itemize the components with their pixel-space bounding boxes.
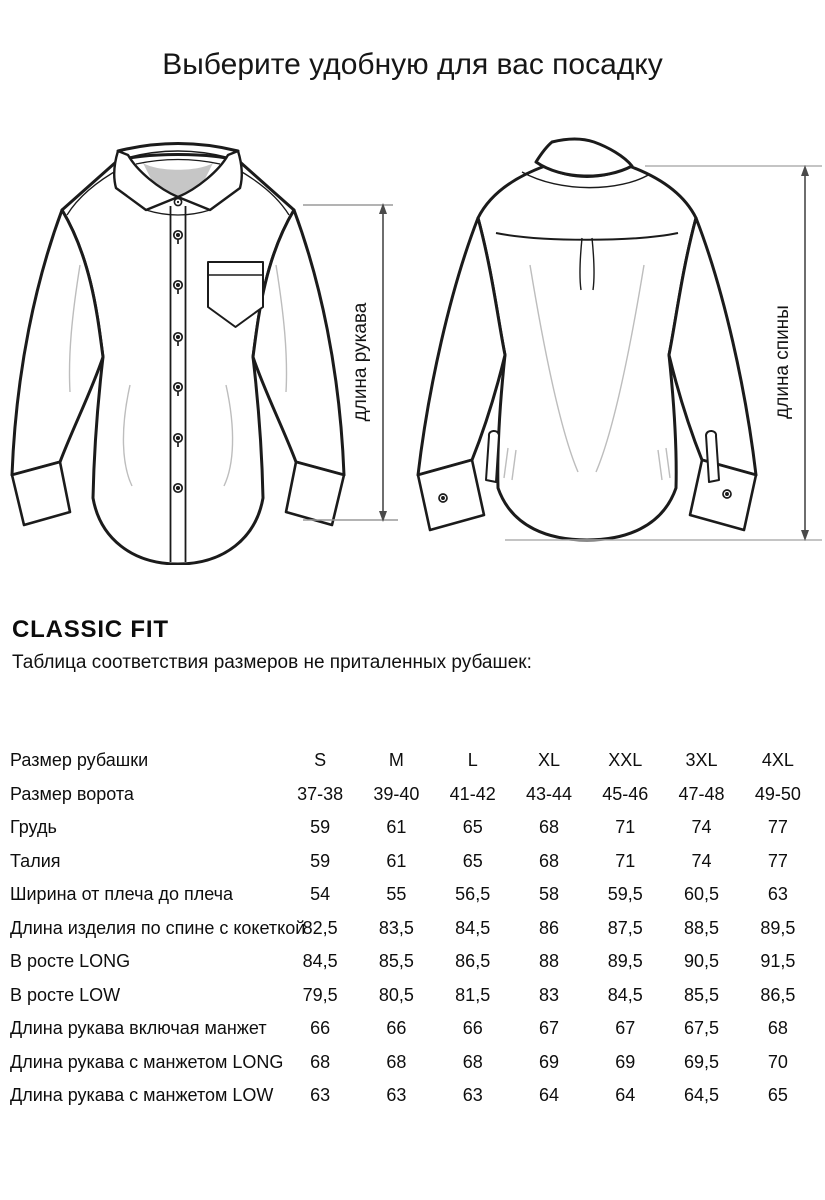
row-label: В росте LOW xyxy=(10,984,121,1005)
cell-value: 63 xyxy=(767,884,788,905)
cell-value: 4XL xyxy=(761,750,794,771)
cell-value: 63 xyxy=(386,1085,407,1106)
cell-value: 67 xyxy=(615,1018,636,1039)
table-row xyxy=(10,744,816,778)
cell-value: 55 xyxy=(386,884,407,905)
row-label: Размер ворота xyxy=(10,783,134,804)
cell-value: 66 xyxy=(310,1018,331,1039)
size-table xyxy=(10,744,816,1113)
cell-value: 88 xyxy=(538,951,559,972)
cell-value: XL xyxy=(537,750,560,771)
cell-value: 87,5 xyxy=(607,917,643,938)
cell-value: 68 xyxy=(538,850,559,871)
cell-value: 66 xyxy=(462,1018,483,1039)
cell-value: 77 xyxy=(767,817,788,838)
shirt-front-drawing xyxy=(0,130,400,565)
cell-value: 81,5 xyxy=(455,984,491,1005)
cell-value: 71 xyxy=(615,817,636,838)
row-label: Длина рукава включая манжет xyxy=(10,1018,267,1039)
cell-value: 74 xyxy=(691,850,712,871)
page-title: Выберите удобную для вас посадку xyxy=(162,48,663,81)
cell-value: 49-50 xyxy=(754,783,801,804)
cell-value: 59 xyxy=(310,817,331,838)
cell-value: 54 xyxy=(310,884,331,905)
cell-value: 67 xyxy=(538,1018,559,1039)
row-label: Длина изделия по спине с кокеткой xyxy=(10,917,306,938)
cell-value: 43-44 xyxy=(525,783,572,804)
cell-value: 69 xyxy=(615,1051,636,1072)
cell-value: 88,5 xyxy=(684,917,720,938)
cell-value: 41-42 xyxy=(449,783,496,804)
cell-value: 85,5 xyxy=(378,951,414,972)
cell-value: 90,5 xyxy=(684,951,720,972)
cell-value: M xyxy=(388,750,404,771)
cell-value: 70 xyxy=(767,1051,788,1072)
cell-value: 79,5 xyxy=(302,984,338,1005)
table-row xyxy=(10,1079,816,1113)
cell-value: 69,5 xyxy=(684,1051,720,1072)
cell-value: 59 xyxy=(310,850,331,871)
row-label: В росте LONG xyxy=(10,951,131,972)
shirt-back-body xyxy=(478,166,696,540)
sleeve-length-label: длина рукава xyxy=(350,302,371,422)
cell-value: 65 xyxy=(462,850,483,871)
cell-value: 84,5 xyxy=(455,917,491,938)
cell-value: 39-40 xyxy=(373,783,420,804)
row-label: Длина рукава с манжетом LONG xyxy=(10,1051,284,1072)
cell-value: 74 xyxy=(691,817,712,838)
shirt-front-left-cuff xyxy=(12,462,70,525)
cell-value: 83,5 xyxy=(378,917,414,938)
cell-value: 37-38 xyxy=(297,783,344,804)
cell-value: XXL xyxy=(608,750,643,771)
row-label: Талия xyxy=(10,850,61,871)
table-row xyxy=(10,979,816,1013)
table-row xyxy=(10,845,816,879)
cell-value: 67,5 xyxy=(684,1018,720,1039)
cell-value: 45-46 xyxy=(602,783,649,804)
cell-value: 61 xyxy=(386,850,407,871)
cell-value: 84,5 xyxy=(607,984,643,1005)
cell-value: 80,5 xyxy=(378,984,414,1005)
cell-value: 77 xyxy=(767,850,788,871)
cell-value: 64 xyxy=(538,1085,559,1106)
shirt-back-collar xyxy=(536,139,632,176)
shirt-back-drawing xyxy=(410,130,825,565)
cell-value: 71 xyxy=(615,850,636,871)
row-label: Размер рубашки xyxy=(10,750,149,771)
cell-value: 58 xyxy=(538,884,559,905)
cell-value: 86,5 xyxy=(455,951,491,972)
section-subtitle: Таблица соответствия размеров не приталенных рубашек: xyxy=(12,652,532,673)
cell-value: 63 xyxy=(462,1085,483,1106)
cell-value: 91,5 xyxy=(760,951,796,972)
row-label: Грудь xyxy=(10,817,57,838)
cell-value: 56,5 xyxy=(455,884,491,905)
cell-value: 68 xyxy=(767,1018,788,1039)
cell-value: 84,5 xyxy=(302,951,338,972)
cell-value: 68 xyxy=(462,1051,483,1072)
cell-value: 63 xyxy=(310,1085,331,1106)
cell-value: 59,5 xyxy=(607,884,643,905)
table-row xyxy=(10,811,816,845)
row-label: Длина рукава с манжетом LOW xyxy=(10,1085,274,1106)
cell-value: S xyxy=(314,750,327,771)
cell-value: 47-48 xyxy=(678,783,725,804)
row-label: Ширина от плеча до плеча xyxy=(10,884,234,905)
cell-value: 89,5 xyxy=(607,951,643,972)
table-row xyxy=(10,878,816,912)
cell-value: L xyxy=(467,750,478,771)
section-heading: CLASSIC FIT xyxy=(12,616,169,643)
cell-value: 86 xyxy=(538,917,559,938)
cell-value: 64,5 xyxy=(684,1085,720,1106)
cell-value: 61 xyxy=(386,817,407,838)
table-row xyxy=(10,1012,816,1046)
cell-value: 60,5 xyxy=(684,884,720,905)
size-table-body xyxy=(10,744,816,1113)
cell-value: 65 xyxy=(767,1085,788,1106)
cell-value: 89,5 xyxy=(760,917,796,938)
cell-value: 82,5 xyxy=(302,917,338,938)
table-row xyxy=(10,1046,816,1080)
cell-value: 66 xyxy=(386,1018,407,1039)
table-row xyxy=(10,778,816,812)
table-row xyxy=(10,912,816,946)
cell-value: 68 xyxy=(310,1051,331,1072)
cell-value: 86,5 xyxy=(760,984,796,1005)
cell-value: 64 xyxy=(615,1085,636,1106)
back-length-label: длина спины xyxy=(772,305,793,419)
table-row xyxy=(10,945,816,979)
shirt-front-right-cuff xyxy=(286,462,344,525)
cell-value: 65 xyxy=(462,817,483,838)
cell-value: 83 xyxy=(538,984,559,1005)
cell-value: 69 xyxy=(538,1051,559,1072)
cell-value: 3XL xyxy=(685,750,718,771)
cell-value: 68 xyxy=(386,1051,407,1072)
cell-value: 68 xyxy=(538,817,559,838)
cell-value: 85,5 xyxy=(684,984,720,1005)
